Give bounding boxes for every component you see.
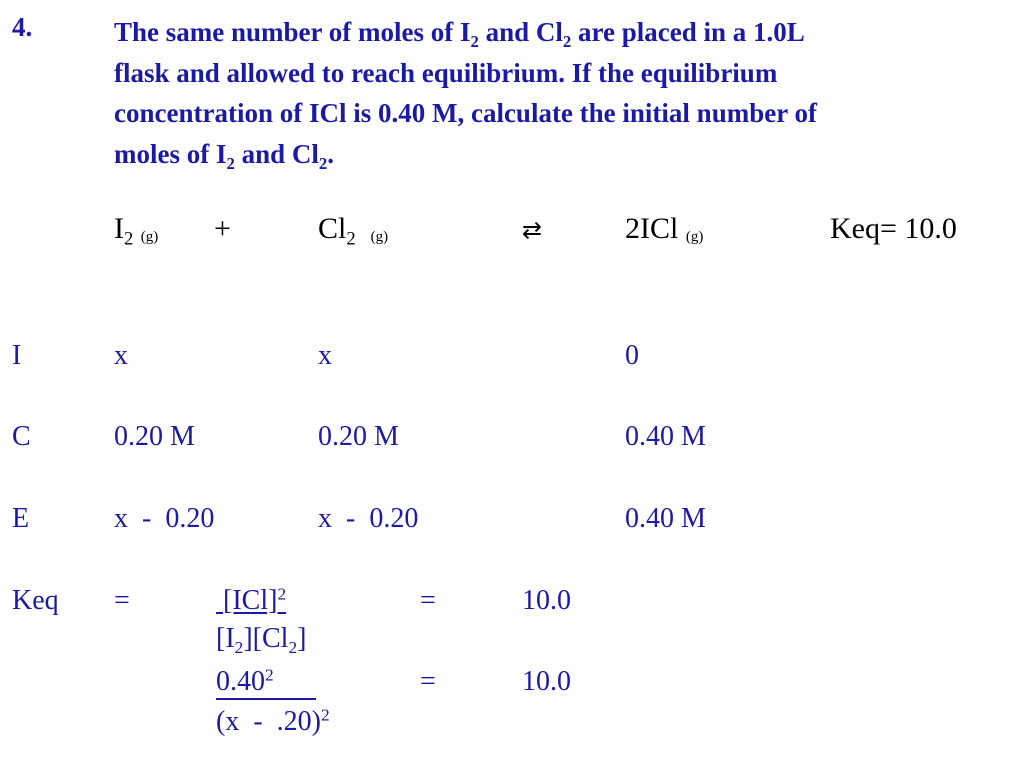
equilibrium-constant: Keq= 10.0 [830, 212, 957, 245]
plus-sign: + [214, 212, 231, 245]
ice-equilibrium-icl: 0.40 M [625, 503, 706, 534]
keq-label: Keq [12, 585, 59, 616]
keq-numerator-2: 0.40$^2$ [216, 665, 274, 697]
reactant-cl2: $Cl_2$ (g) [318, 212, 389, 250]
keq-denominator-2: (x - .20)$^2$ [216, 705, 330, 737]
ice-initial-i2: x [114, 340, 128, 371]
keq-equals-2: = [420, 585, 436, 616]
ice-label-change: C [12, 421, 31, 452]
ice-label-equilibrium: E [12, 503, 30, 534]
keq-numerator-1: [ICl]$^2$ [223, 584, 287, 616]
fraction-bar [216, 698, 316, 700]
question-line-1: The same number of moles of $I_2$ and $Cl_2$ are placed in a 1.0L [114, 17, 805, 51]
product-icl: 2ICl (g) [625, 212, 704, 245]
question-text [114, 12, 1014, 174]
ice-equilibrium-i2: x - 0.20 [114, 503, 215, 534]
question-line-3: concentration of ICl is 0.40 M, calculate the initial number of [114, 98, 817, 128]
keq-value-2: 10.0 [522, 666, 571, 697]
ice-label-initial: I [12, 340, 22, 371]
keq-equals-3: = [420, 666, 436, 697]
equilibrium-arrow-icon: ⇄ [522, 216, 543, 244]
keq-denominator-1: $[I_2][Cl_2]$ [216, 623, 307, 658]
ice-change-icl: 0.40 M [625, 421, 706, 452]
keq-equals: = [114, 585, 130, 616]
ice-initial-cl2: x [318, 340, 332, 371]
ice-initial-icl: 0 [625, 340, 639, 371]
ice-equilibrium-cl2: x - 0.20 [318, 503, 419, 534]
reactant-i2: $I_2$ (g) [114, 212, 159, 250]
question-line-2: flask and allowed to reach equilibrium. If the equilibrium [114, 57, 778, 88]
keq-value-1: 10.0 [522, 585, 571, 616]
question-line-4: moles of $I_2$ and $Cl_2$. [114, 138, 335, 173]
ice-change-cl2: 0.20 M [318, 421, 399, 452]
question-number: 4. [12, 12, 33, 42]
ice-change-i2: 0.20 M [114, 421, 195, 452]
